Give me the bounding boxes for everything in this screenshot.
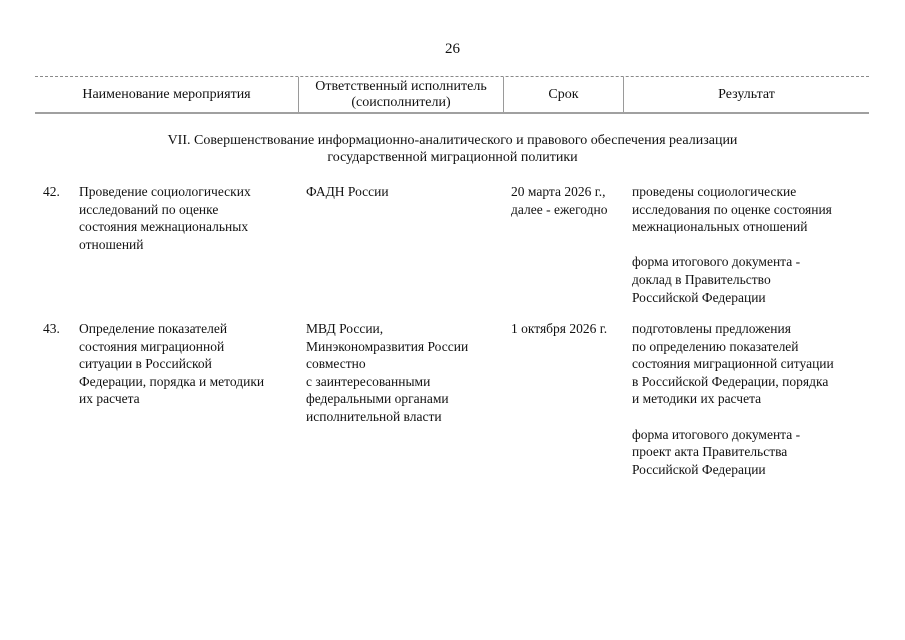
section-title — [0, 132, 905, 166]
row-number: 42. — [43, 184, 60, 199]
event-name — [79, 320, 294, 408]
executor-line: совместно — [306, 356, 366, 372]
section-title-line: государственной миграционной политики — [327, 150, 578, 165]
result-document-form — [632, 426, 872, 479]
result — [632, 320, 872, 478]
result-line: в Российской Федерации, порядка — [632, 373, 829, 389]
column-header-coexecutors-line: (соисполнители) — [351, 94, 451, 110]
event-name-line: Определение показателей — [79, 321, 228, 336]
result-paragraph — [632, 320, 872, 408]
result-line: проект акта Правительства — [632, 444, 788, 460]
executor-line: федеральными органами — [306, 391, 449, 407]
result-line: по определению показателей — [632, 338, 799, 354]
event-name — [79, 183, 294, 253]
event-name-line: состояния миграционной — [79, 338, 225, 354]
event-name-line: Федерации, порядка и методики — [79, 373, 265, 389]
table-header — [35, 76, 869, 114]
result-line: межнациональных отношений — [632, 219, 808, 235]
result-line: доклад в Правительство — [632, 271, 771, 287]
result-line: подготовлены предложения — [632, 321, 791, 336]
term — [511, 183, 629, 218]
result-paragraph — [632, 183, 872, 236]
result-line: исследования по оценке состояния — [632, 201, 832, 217]
event-name-line: состояния межнациональных — [79, 219, 249, 235]
column-header-event-name: Наименование мероприятия — [82, 86, 251, 102]
executor-line: МВД России, — [306, 321, 384, 336]
event-name-line: Проведение социологических — [79, 184, 251, 199]
event-name-line: ситуации в Российской — [79, 356, 212, 372]
term — [511, 320, 629, 338]
term-line: 20 марта 2026 г., — [511, 184, 606, 199]
executor-line: ФАДН России — [306, 184, 389, 199]
executor-line: исполнительной власти — [306, 408, 442, 424]
column-header-result: Результат — [623, 77, 869, 112]
column-header-executor-line: Ответственный исполнитель — [315, 78, 487, 94]
term-line: 1 октября 2026 г. — [511, 321, 608, 336]
term-line: далее - ежегодно — [511, 201, 608, 217]
result-line: форма итогового документа - — [632, 426, 801, 442]
section-title-line: VII. Совершенствование информационно-аналитического и правового обеспечения реализации — [167, 133, 738, 148]
event-name-line: отношений — [79, 236, 144, 252]
responsible-executor — [306, 320, 501, 426]
column-header-term: Срок — [503, 77, 623, 112]
result-line: Российской Федерации — [632, 289, 766, 305]
column-header-responsible-executor — [298, 77, 503, 112]
executor-line: с заинтересованными — [306, 373, 431, 389]
result-line: и методики их расчета — [632, 391, 762, 407]
row-number: 43. — [43, 321, 60, 336]
result — [632, 183, 872, 306]
page-number: 26 — [445, 41, 460, 57]
responsible-executor — [306, 183, 501, 201]
result-line: форма итогового документа - — [632, 254, 801, 270]
result-document-form — [632, 253, 872, 306]
result-line: состояния миграционной ситуации — [632, 356, 834, 372]
event-name-line: исследований по оценке — [79, 201, 219, 217]
result-line: проведены социологические — [632, 184, 797, 199]
result-line: Российской Федерации — [632, 461, 766, 477]
event-name-line: их расчета — [79, 391, 140, 407]
executor-line: Минэкономразвития России — [306, 338, 469, 354]
